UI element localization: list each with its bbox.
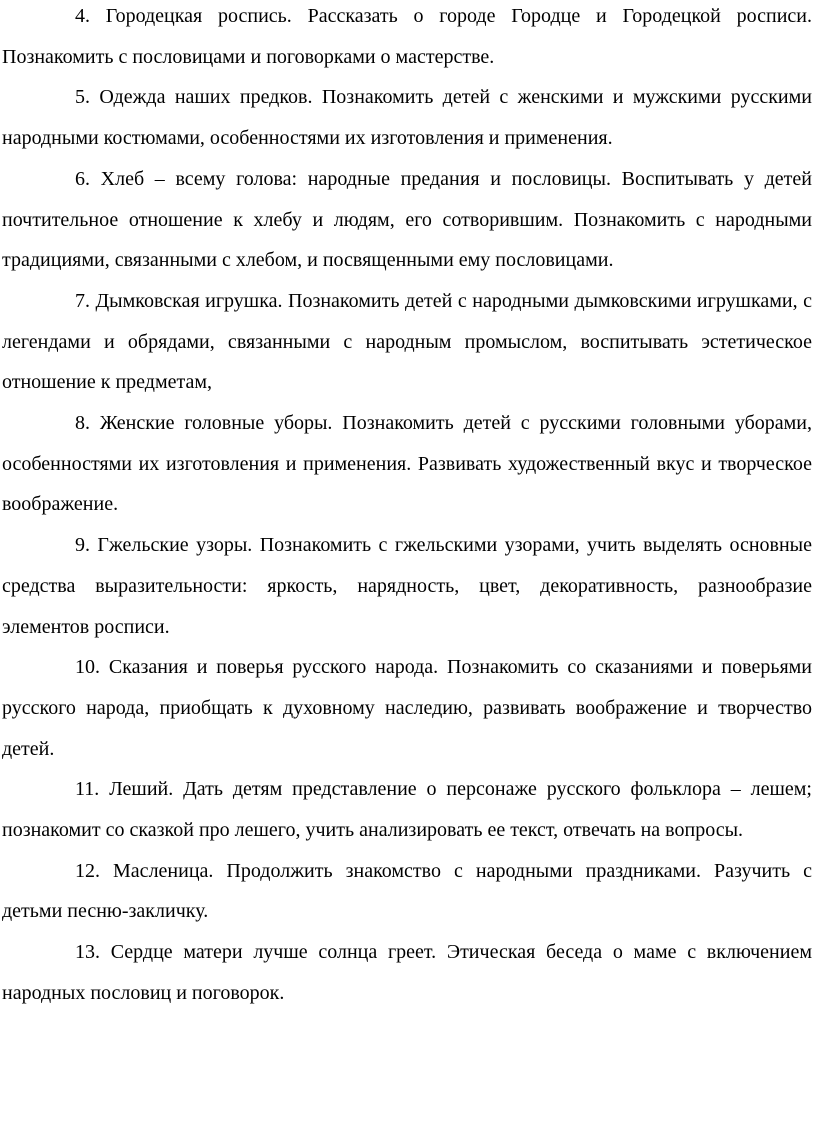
paragraph-item-5: 5. Одежда наших предков. Познакомить детей с женскими и мужскими русскими народными костюмами, особенностями их изготовления и применения. — [2, 86, 812, 150]
paragraph-item-11: 11. Леший. Дать детям представление о персонаже русского фольклора – лешем; познакомит со сказкой про лешего, учить анализировать ее текст, отвечать на вопросы. — [2, 778, 812, 842]
paragraph-item-12: 12. Масленица. Продолжить знакомство с народными праздниками. Разучить с детьми песню-закличку. — [2, 859, 812, 923]
paragraph-item-4: 4. Городецкая роспись. Рассказать о городе Городце и Городецкой росписи. Познакомить с пословицами и поговорками о мастерстве. — [2, 5, 812, 68]
paragraph-item-6: 6. Хлеб – всему голова: народные предания и пословицы. Воспитывать у детей почтительное отношение к хлебу и людям, его сотворившим. Познакомить с народными традициями, связанными с хлебом, и посвященными ему пословицами. — [2, 167, 812, 272]
paragraph-item-7: 7. Дымковская игрушка. Познакомить детей с народными дымковскими игрушками, с легендами и обрядами, связанными с народным промыслом, воспитывать эстетическое отношение к предметам, — [2, 289, 812, 394]
paragraph-item-8: 8. Женские головные уборы. Познакомить детей с русскими головными уборами, особенностями их изготовления и применения. Развивать художественный вкус и творческое воображение. — [2, 412, 812, 516]
paragraph-item-13: 13. Сердце матери лучше солнца греет. Этическая беседа о маме с включением народных пословиц и поговорок. — [2, 941, 812, 1004]
paragraph-item-9: 9. Гжельские узоры. Познакомить с гжельскими узорами, учить выделять основные средства выразительности: яркость, нарядность, цвет, декоративность, разнообразие элементов росписи. — [2, 534, 812, 638]
paragraph-item-10: 10. Сказания и поверья русского народа. Познакомить со сказаниями и поверьями русского народа, приобщать к духовному наследию, развивать воображение и творчество детей. — [2, 656, 812, 760]
